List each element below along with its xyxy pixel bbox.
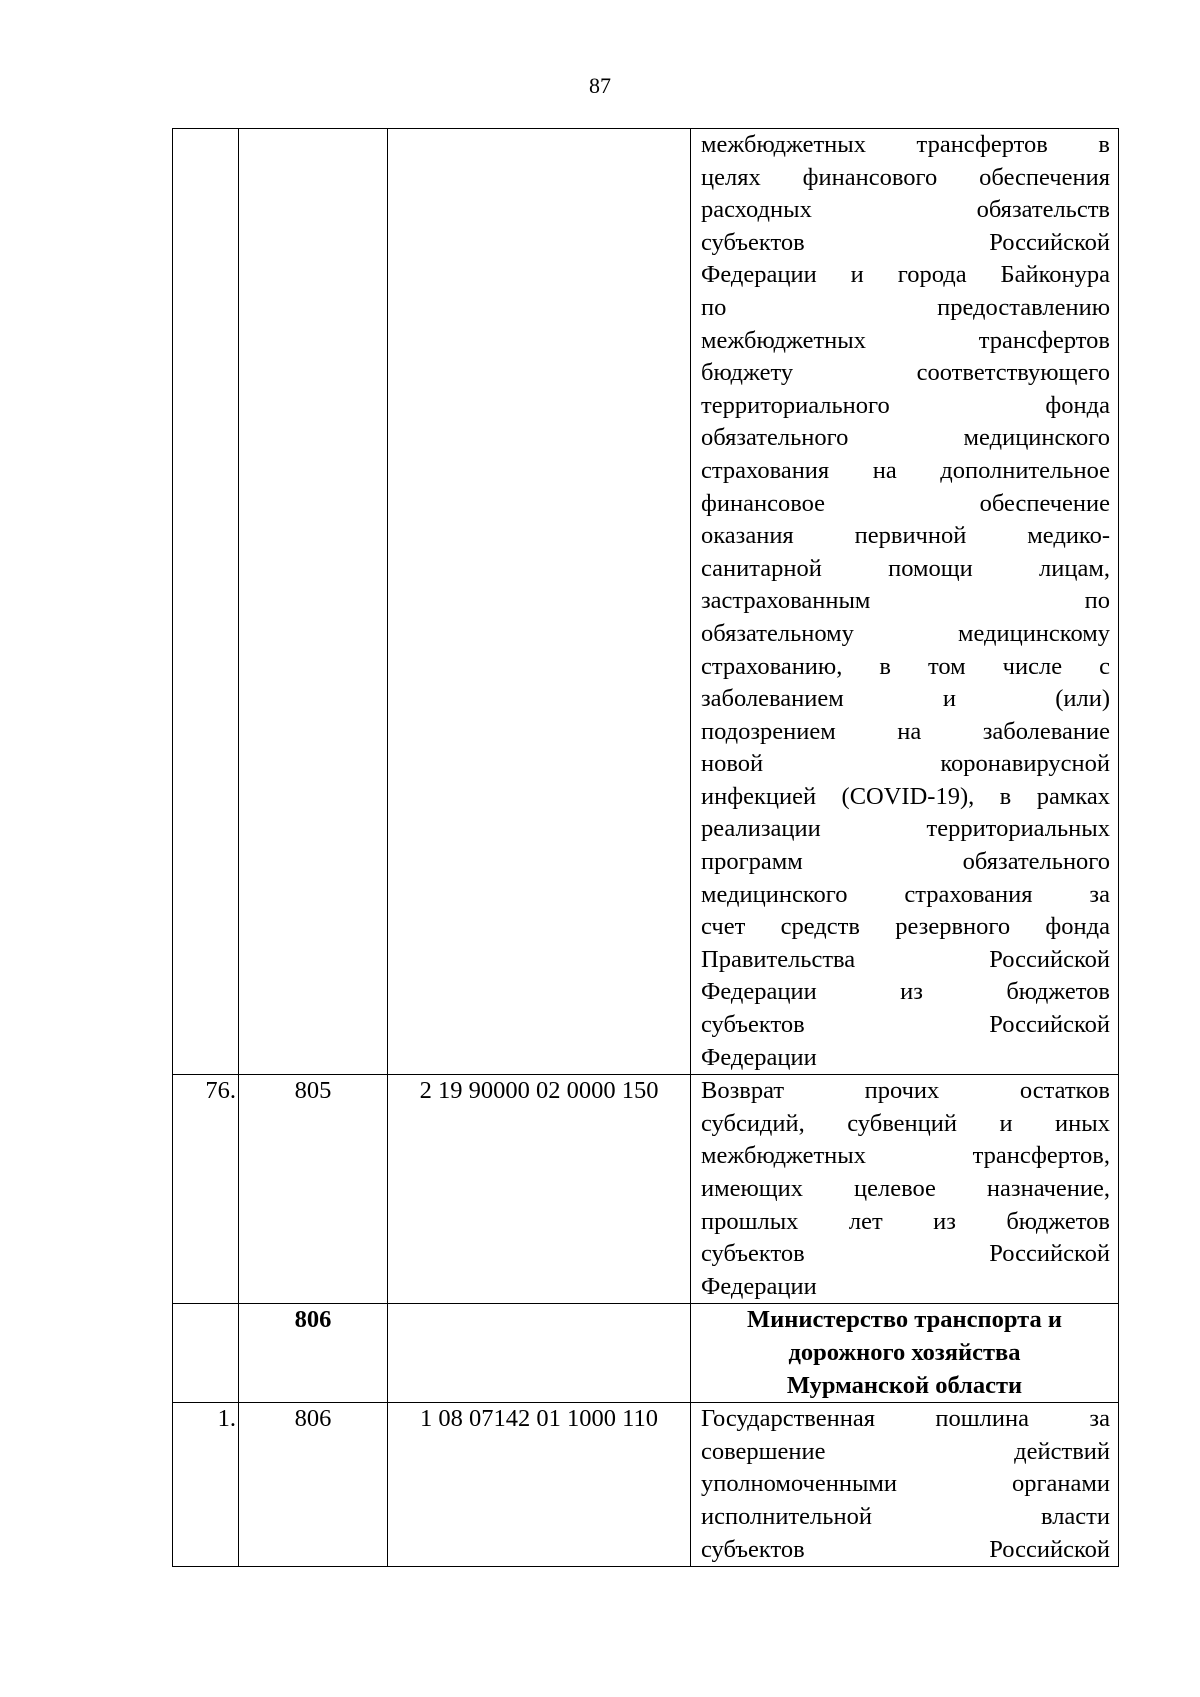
- text-line: субъектов Российской: [701, 228, 1110, 256]
- text-line: инфекцией (COVID-19), в рамках: [701, 782, 1110, 810]
- text-line: межбюджетных трансфертов,: [701, 1142, 1110, 1170]
- table-row: [173, 129, 1119, 1075]
- revenue-name-text: [701, 1075, 1110, 1303]
- text-line: территориального фонда: [701, 391, 1110, 419]
- text-line: оказания первичной медико-: [701, 522, 1110, 550]
- text-line: медицинского страхования за: [701, 880, 1110, 908]
- text-line: обязательному медицинскому: [701, 619, 1110, 647]
- text-line: субъектов Российской: [701, 1240, 1110, 1268]
- text-line: бюджету соответствующего: [701, 359, 1110, 387]
- text-line: межбюджетных трансфертов: [701, 326, 1110, 354]
- revenue-name-cell: [691, 1075, 1119, 1304]
- text-line: страхованию, в том числе с: [701, 652, 1110, 680]
- text-line: подозрением на заболевание: [701, 717, 1110, 745]
- text-line: новой коронавирусной: [701, 750, 1110, 778]
- text-line: реализации территориальных: [701, 815, 1110, 843]
- table-row: [173, 1075, 1119, 1304]
- text-line: застрахованным по: [701, 587, 1110, 615]
- row-number-cell: [173, 129, 239, 1075]
- heading-line: Мурманской области: [786, 1371, 1023, 1399]
- revenue-name-text: [701, 129, 1110, 1074]
- budget-codes-table: [172, 128, 1119, 1567]
- heading-line: дорожного хозяйства: [788, 1338, 1021, 1366]
- text-line: Государственная пошлина за: [701, 1405, 1110, 1433]
- text-line: Федерации из бюджетов: [701, 978, 1110, 1006]
- text-line: имеющих целевое назначение,: [701, 1175, 1110, 1202]
- text-line: Возврат прочих остатков: [701, 1077, 1110, 1105]
- text-line: уполномоченными органами: [701, 1470, 1110, 1498]
- budget-classification-code-cell: [388, 1304, 691, 1403]
- budget-classification-code-cell: 1 08 07142 01 1000 110: [388, 1403, 691, 1567]
- text-line: субъектов Российской: [701, 1011, 1110, 1039]
- text-line: исполнительной власти: [701, 1502, 1110, 1530]
- text-line: Правительства Российской: [701, 945, 1110, 973]
- text-line: финансовое обеспечение: [701, 489, 1110, 517]
- text-line: счет средств резервного фонда: [701, 913, 1110, 941]
- text-line: заболеванием и (или): [701, 685, 1110, 713]
- text-line: Федерации: [701, 1272, 817, 1300]
- text-line: межбюджетных трансфертов в: [701, 131, 1110, 158]
- revenue-name-text: [701, 1403, 1110, 1566]
- text-line: целях финансового обеспечения: [701, 163, 1110, 191]
- text-line: санитарной помощи лицам,: [701, 554, 1110, 582]
- text-line: Федерации и города Байконура: [701, 261, 1110, 289]
- revenue-name-cell: [691, 1403, 1119, 1567]
- row-number-cell: 76.: [173, 1075, 239, 1304]
- text-line: совершение действий: [701, 1437, 1110, 1465]
- budget-classification-code-cell: 2 19 90000 02 0000 150: [388, 1075, 691, 1304]
- text-line: Федерации: [701, 1043, 817, 1071]
- row-number-cell: 1.: [173, 1403, 239, 1567]
- text-line: программ обязательного: [701, 848, 1110, 876]
- text-line: по предоставлению: [701, 293, 1110, 321]
- text-line: субсидий, субвенций и иных: [701, 1109, 1110, 1137]
- heading-line: Министерство транспорта и: [747, 1306, 1062, 1334]
- page-number: 87: [589, 73, 611, 98]
- text-line: прошлых лет из бюджетов: [701, 1207, 1110, 1235]
- administrator-code-cell: 805: [239, 1075, 388, 1304]
- table-row: [173, 1403, 1119, 1567]
- revenue-name-cell: [691, 129, 1119, 1075]
- administrator-code-cell: [239, 129, 388, 1075]
- text-line: страхования на дополнительное: [701, 456, 1110, 484]
- text-line: расходных обязательств: [701, 196, 1110, 224]
- administrator-code-cell: 806: [239, 1403, 388, 1567]
- administrator-code-cell: 806: [239, 1304, 388, 1403]
- administrator-name-heading: [691, 1304, 1119, 1403]
- table-row-heading: [173, 1304, 1119, 1403]
- text-line: обязательного медицинского: [701, 424, 1110, 452]
- text-line: субъектов Российской: [701, 1535, 1110, 1563]
- budget-classification-code-cell: [388, 129, 691, 1075]
- administrator-name-text: [691, 1304, 1118, 1402]
- row-number-cell: [173, 1304, 239, 1403]
